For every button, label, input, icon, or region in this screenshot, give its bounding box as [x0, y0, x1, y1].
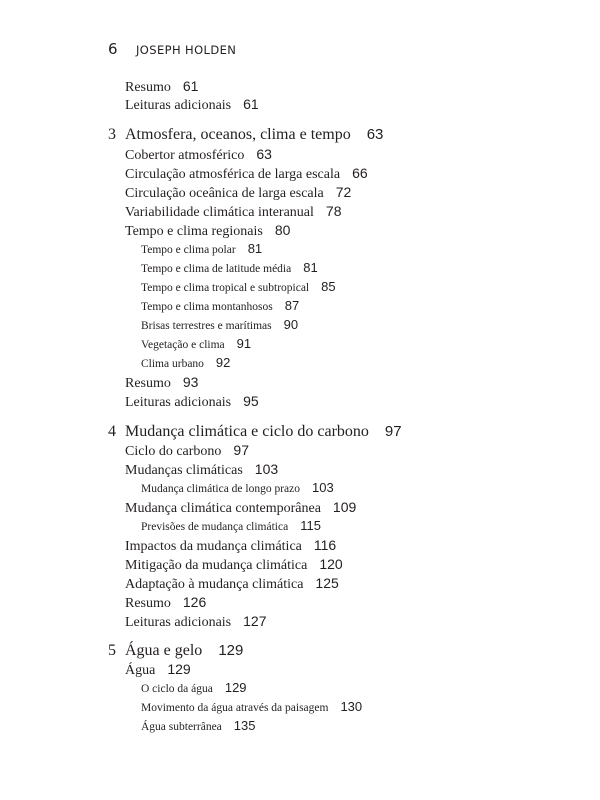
entry-page-number: 61 — [182, 78, 199, 94]
toc-section-entry — [125, 613, 267, 631]
entry-page-number: 91 — [236, 336, 252, 351]
entry-title: Clima urbano — [141, 358, 204, 370]
toc-subsection-entry — [141, 298, 299, 313]
toc-subsection-entry — [141, 718, 255, 733]
entry-page-number: 63 — [366, 126, 384, 143]
entry-title: Leituras adicionais — [125, 615, 232, 630]
entry-page-number: 115 — [300, 518, 321, 533]
entry-page-number: 109 — [332, 499, 357, 515]
entry-page-number: 97 — [384, 423, 402, 440]
toc-section-entry — [125, 661, 191, 679]
toc-subsection-entry — [141, 336, 251, 351]
entry-title: Circulação oceânica de larga escala — [125, 186, 324, 201]
entry-page-number: 129 — [167, 661, 191, 677]
entry-title: Leituras adicionais — [125, 98, 232, 113]
entry-page-number: 127 — [243, 613, 267, 629]
entry-title: Atmosfera, oceanos, clima e tempo — [125, 126, 351, 143]
running-header — [108, 40, 236, 60]
entry-title: Resumo — [125, 80, 171, 95]
toc-subsection-entry — [141, 480, 334, 495]
entry-page-number: 103 — [312, 480, 334, 495]
toc-section-entry — [125, 575, 339, 593]
entry-page-number: 126 — [182, 594, 207, 610]
toc-section-entry — [125, 442, 249, 460]
toc-subsection-entry — [141, 317, 298, 332]
toc-chapter-entry — [125, 642, 243, 660]
toc-subsection-entry — [141, 699, 362, 714]
entry-page-number: 78 — [325, 203, 342, 219]
toc-section-entry — [125, 203, 342, 221]
toc-section-entry — [125, 374, 198, 392]
entry-title: Resumo — [125, 376, 171, 391]
entry-page-number: 85 — [321, 279, 336, 294]
entry-title: Mudança climática de longo prazo — [141, 483, 301, 495]
toc-section-entry — [125, 594, 206, 612]
entry-page-number: 61 — [243, 96, 259, 112]
entry-title: Mitigação da mudança climática — [125, 558, 308, 573]
entry-page-number: 129 — [224, 680, 247, 695]
entry-page-number: 93 — [182, 374, 199, 390]
toc-subsection-entry — [141, 260, 318, 275]
entry-page-number: 135 — [233, 718, 256, 733]
entry-title: Ciclo do carbono — [125, 444, 222, 459]
toc-section-entry — [125, 146, 272, 164]
chapter-number: 4 — [108, 423, 116, 440]
toc-subsection-entry — [141, 279, 336, 294]
toc-chapter-entry — [125, 126, 383, 144]
entry-page-number: 87 — [284, 298, 300, 313]
entry-page-number: 97 — [233, 442, 249, 458]
toc-section-entry — [125, 556, 343, 574]
entry-title: Cobertor atmosférico — [125, 148, 245, 163]
entry-title: Variabilidade climática interanual — [125, 205, 314, 220]
entry-page-number: 72 — [335, 184, 352, 200]
entry-page-number: 66 — [352, 165, 368, 181]
entry-title: Previsões de mudança climática — [141, 521, 289, 533]
entry-page-number: 103 — [254, 461, 279, 477]
toc-section-entry — [125, 184, 351, 202]
entry-page-number: 130 — [340, 699, 363, 714]
toc-subsection-entry — [141, 680, 247, 695]
entry-title: O ciclo da água — [141, 683, 213, 695]
entry-page-number: 81 — [303, 260, 318, 275]
toc-subsection-entry — [141, 241, 262, 256]
page-number: 6 — [108, 40, 118, 58]
chapter-number: 3 — [108, 126, 116, 143]
entry-title: Leituras adicionais — [125, 395, 232, 410]
entry-title: Água subterrânea — [141, 721, 222, 733]
entry-page-number: 92 — [215, 355, 231, 370]
entry-title: Circulação atmosférica de larga escala — [125, 167, 341, 182]
toc-subsection-entry — [141, 355, 230, 370]
entry-title: Impactos da mudança climática — [125, 539, 302, 554]
entry-title: Brisas terrestres e marítimas — [141, 320, 272, 332]
entry-page-number: 80 — [274, 222, 291, 238]
entry-title: Tempo e clima polar — [141, 244, 236, 256]
entry-title: Tempo e clima regionais — [125, 224, 263, 239]
entry-page-number: 90 — [283, 317, 299, 332]
entry-title: Tempo e clima montanhosos — [141, 301, 273, 313]
entry-page-number: 63 — [256, 146, 272, 162]
entry-title: Mudança climática contemporânea — [125, 501, 321, 516]
entry-page-number: 81 — [247, 241, 263, 256]
toc-section-entry — [125, 461, 278, 479]
entry-title: Mudança climática e ciclo do carbono — [125, 423, 369, 440]
entry-page-number: 116 — [313, 537, 337, 553]
entry-title: Tempo e clima de latitude média — [141, 263, 292, 275]
entry-page-number: 95 — [243, 393, 259, 409]
toc-section-entry — [125, 499, 356, 517]
entry-title: Vegetação e clima — [141, 339, 225, 351]
entry-title: Mudanças climáticas — [125, 463, 243, 478]
toc-subsection-entry — [141, 518, 321, 533]
toc-section-entry — [125, 393, 259, 411]
entry-title: Água e gelo — [125, 642, 203, 659]
entry-title: Tempo e clima tropical e subtropical — [141, 282, 310, 294]
entry-page-number: 120 — [319, 556, 343, 572]
entry-title: Resumo — [125, 596, 171, 611]
entry-title: Água — [125, 663, 156, 678]
toc-section-entry — [125, 165, 368, 183]
toc-section-entry — [125, 537, 336, 555]
entry-page-number: 125 — [315, 575, 339, 591]
toc-section-entry — [125, 222, 290, 240]
chapter-number: 5 — [108, 642, 116, 659]
toc-section-entry — [125, 78, 198, 96]
entry-page-number: 129 — [218, 642, 244, 659]
toc-section-entry — [125, 96, 259, 114]
entry-title: Movimento da água através da paisagem — [141, 702, 329, 714]
toc-chapter-entry — [125, 423, 402, 441]
entry-title: Adaptação à mudança climática — [125, 577, 304, 592]
running-head-author: JOSEPH HOLDEN — [136, 43, 237, 57]
